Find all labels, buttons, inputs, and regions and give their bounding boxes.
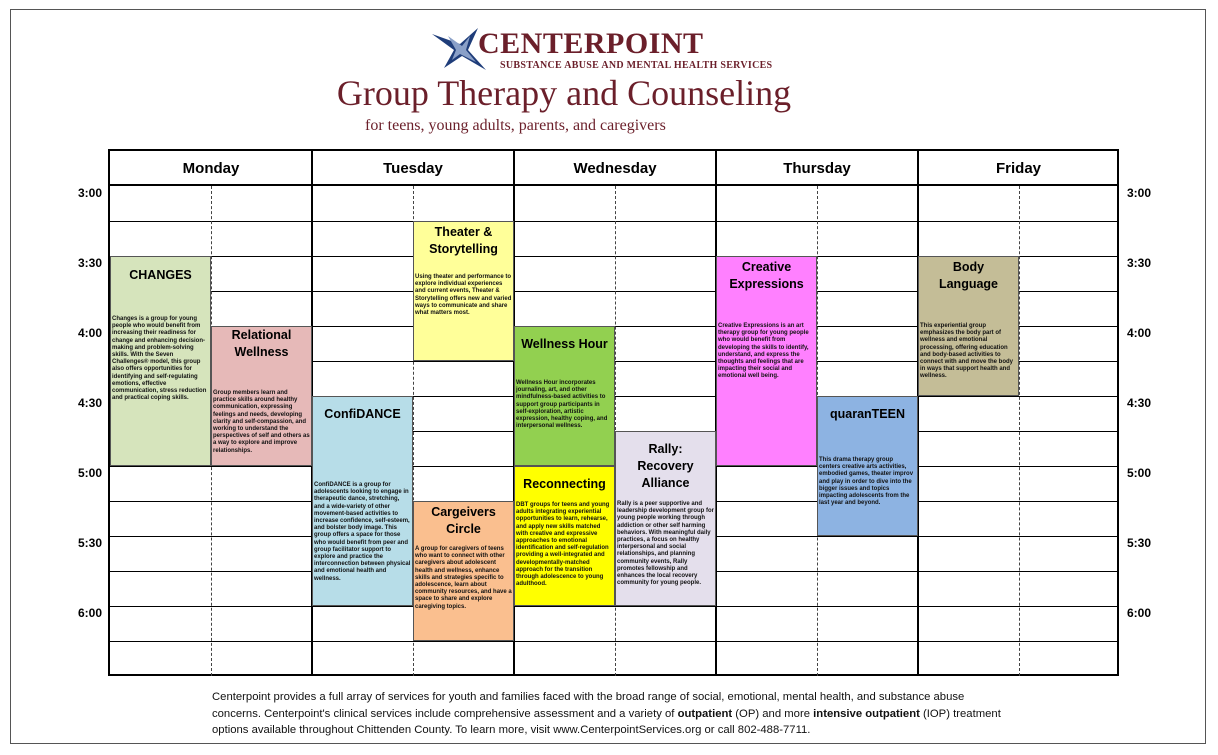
time-label-left: 3:30: [77, 256, 102, 270]
time-label-left: 5:30: [77, 536, 102, 550]
event-title: ConfiDANCE: [324, 407, 401, 421]
event-description: DBT groups for teens and young adults integrating experiential opportunities to learn, rehearse, and apply new skills matched with creative and expressive approaches to emotional identification and self-regulation providing a well-integrated and developmentally-matched approach for the transition through adolescence to young adulthood.: [516, 502, 610, 588]
time-label-right: 6:00: [1127, 606, 1152, 620]
time-label-left: 4:30: [77, 396, 102, 410]
event-title: Cargeivers Circle: [431, 505, 496, 536]
time-label-right: 3:00: [1127, 186, 1152, 200]
event-body-language[interactable]: [918, 256, 1019, 396]
event-description: Using theater and performance to explore individual experiences and current events, Theater & Storytelling offers new and varied ways to communicate and share what matters most.: [415, 274, 512, 317]
day-header-thursday: Thursday: [783, 160, 851, 177]
event-title: Wellness Hour: [521, 337, 608, 351]
time-label-right: 3:30: [1127, 256, 1152, 270]
event-title: Rally: Recovery Alliance: [637, 442, 694, 490]
event-description: This drama therapy group centers creative arts activities, embodied games, theater improv and play in order to dive into the bigger issues and topics impacting adolescents from the last year and beyond.: [819, 457, 914, 507]
event-description: Rally is a peer supportive and leadership development group for young people working through addiction or other self harming behaviors. With meaningful daily practices, a focus on healthy interpersonal and social relationships, and planning community events, Rally promotes fellowship and enhances the local recovery community for young people.: [617, 501, 715, 587]
schedule-grid: [108, 149, 1119, 676]
event-description: Group members learn and practice skills around healthy communication, expressing feelings and needs, developing clarity and self-compassion, and working to understand the perspectives of self and others as a way to explore and improve relationships.: [213, 390, 310, 454]
time-label-right: 5:00: [1127, 466, 1152, 480]
event-description: A group for caregivers of teens who want to connect with other caregivers about adolescent health and wellness, enhance skills and strategies specific to adolescence, learn about community resources, and have a space to share and explore caregiving topics.: [415, 546, 512, 610]
event-changes[interactable]: [110, 256, 211, 466]
time-label-left: 4:00: [77, 326, 102, 340]
day-header-wednesday: Wednesday: [573, 160, 657, 177]
event-confidance[interactable]: [312, 396, 413, 606]
event-title: quaranTEEN: [829, 407, 905, 421]
row-line: [110, 606, 1117, 607]
footer-text-part: Centerpoint provides a full array of services for youth and families faced with the broad range of social, emotional, mental health, and substance abuse concerns. Centerpoint's clinical services include comprehensive assessment and a variety of: [212, 691, 965, 720]
day-header-friday: Friday: [995, 160, 1041, 177]
event-caregivers-circle[interactable]: [413, 501, 514, 641]
time-label-left: 5:00: [77, 466, 102, 480]
event-description: Creative Expressions is an art therapy group for young people who would benefit from developing the skills to identify, understand, and express the thoughts and feelings that are impacting their social and emotional well being.: [718, 323, 809, 380]
event-title: Body Language: [938, 260, 999, 291]
event-wellness-hour[interactable]: [514, 326, 615, 466]
footer-outpatient: outpatient: [677, 707, 733, 720]
event-description: ConfiDANCE is a group for adolescents looking to engage in therapeutic dance, stretching, and a wide-variety of other movement-based activities to increase confidence, self-esteem, and bolster body image. This group offers a space for those who would benefit from peer and group facilitator support to explore and practice the interconnection between physical and emotional health and wellness.: [314, 482, 411, 582]
brand-name: CENTERPOINT: [478, 27, 704, 60]
event-title: Relational Wellness: [231, 328, 292, 359]
event-title: CHANGES: [129, 268, 192, 282]
row-line: [110, 221, 1117, 222]
row-line: [110, 641, 1117, 642]
footer-text: [212, 689, 1012, 739]
footer-text-part: (IOP) treatment options available throughout Chittenden County. To learn more, visit www.CenterpointServices.org or call 802-488-7711.: [212, 707, 1001, 736]
event-reconnecting[interactable]: [514, 466, 615, 606]
event-title: Theater & Storytelling: [429, 225, 498, 256]
footer-intensive-outpatient: intensive outpatient: [813, 707, 920, 720]
event-quaranteen[interactable]: [817, 396, 918, 536]
event-description: Changes is a group for young people who would benefit from increasing their readiness for change and enhancing decision-making and problem-solving skills. With the Seven Challenges® model, this group also offers opportunities for identifying and self-regulating emotions, effective communication, stress reduction and practical coping skills.: [112, 316, 207, 402]
event-relational-wellness[interactable]: [211, 326, 312, 466]
event-title: Reconnecting: [523, 477, 606, 491]
event-description: Wellness Hour incorporates journaling, art, and other mindfulness-based activities to support group participants in self-exploration, artistic expression, healthy coping, and interpersonal wellness.: [516, 380, 608, 430]
time-label-left: 3:00: [77, 186, 102, 200]
brand-tagline: SUBSTANCE ABUSE AND MENTAL HEALTH SERVICES: [500, 60, 773, 71]
time-label-right: 5:30: [1127, 536, 1152, 550]
event-rally-recovery-alliance[interactable]: [615, 431, 716, 606]
footer-text-part: (OP) and more: [732, 707, 814, 720]
header-divider: [110, 184, 1117, 186]
day-header-monday: Monday: [182, 160, 240, 177]
time-label-right: 4:30: [1127, 396, 1152, 410]
page-title: Group Therapy and Counseling: [336, 73, 792, 113]
event-description: This experiential group emphasizes the body part of wellness and emotional processing, offering education and body-based activities to connect with and move the body in ways that support health and wellness.: [920, 323, 1014, 380]
event-title: Creative Expressions: [729, 260, 804, 291]
time-label-right: 4:00: [1127, 326, 1152, 340]
time-label-left: 6:00: [77, 606, 102, 620]
page-subtitle: for teens, young adults, parents, and caregivers: [365, 117, 666, 134]
event-theater-storytelling[interactable]: [413, 221, 514, 361]
day-header-tuesday: Tuesday: [383, 160, 443, 177]
half-column-divider: [1019, 186, 1020, 676]
event-creative-expressions[interactable]: [716, 256, 817, 466]
